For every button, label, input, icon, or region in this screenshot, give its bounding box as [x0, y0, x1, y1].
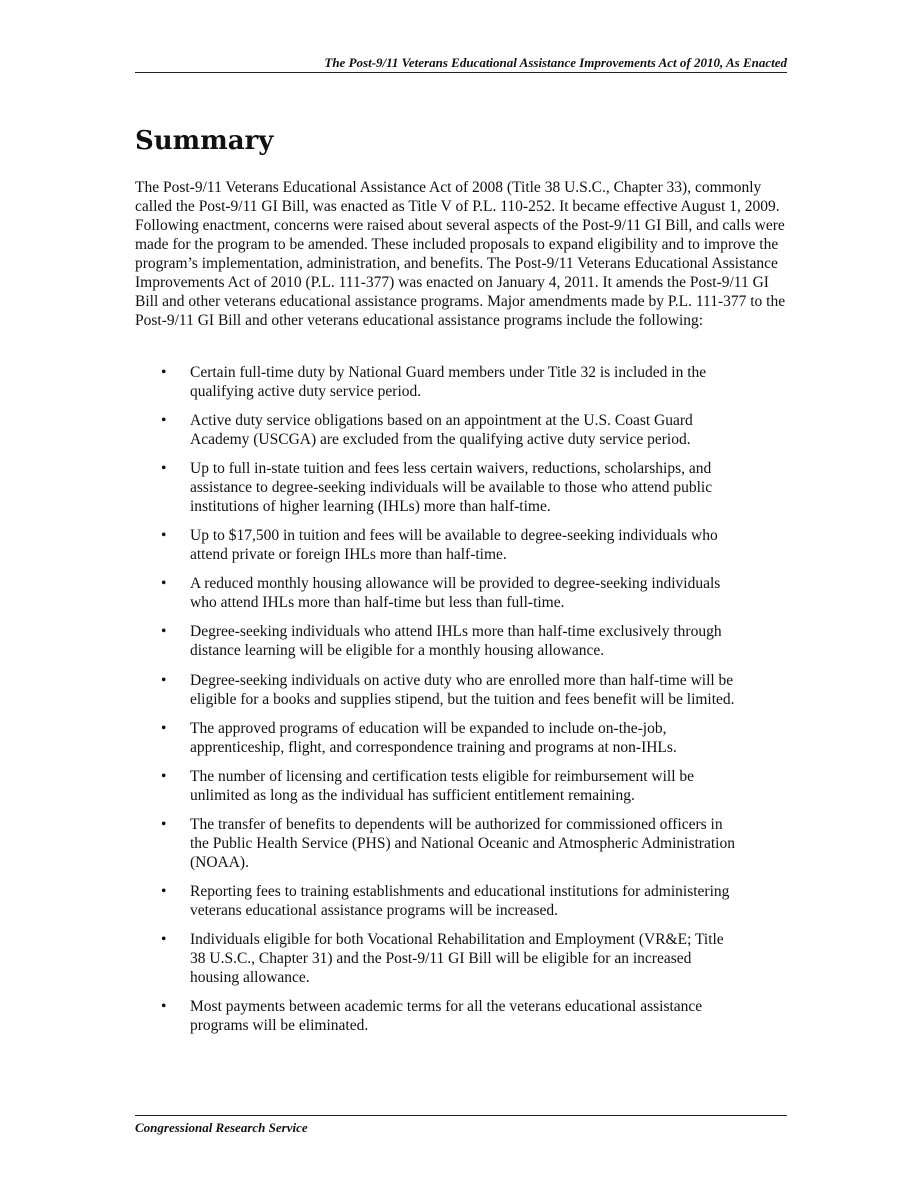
footer-divider: [135, 1115, 787, 1116]
section-title: Summary: [135, 126, 274, 156]
list-item: • The approved programs of education will be expanded to include on-the-job, apprenticeship, flight, and correspondence training and programs at non-IHLs.: [135, 719, 735, 757]
running-header: The Post-9/11 Veterans Educational Assistance Improvements Act of 2010, As Enacted: [324, 55, 787, 70]
list-item: • The transfer of benefits to dependents will be authorized for commissioned officers in the Public Health Service (PHS) and National Oceanic and Atmospheric Administration (NOAA).: [135, 815, 735, 872]
list-item: • Up to $17,500 in tuition and fees will be available to degree-seeking individuals who attend private or foreign IHLs more than half-time.: [135, 526, 735, 564]
list-item: • Active duty service obligations based on an appointment at the U.S. Coast Guard Academy (USCGA) are excluded from the qualifying active duty service period.: [135, 411, 735, 449]
list-item: • Certain full-time duty by National Guard members under Title 32 is included in the qualifying active duty service period.: [135, 363, 735, 401]
header-divider: [135, 72, 787, 73]
amendments-list: [135, 363, 735, 1045]
list-item: • Most payments between academic terms for all the veterans educational assistance programs will be eliminated.: [135, 997, 735, 1035]
list-item: • Degree-seeking individuals who attend IHLs more than half-time exclusively through distance learning will be eligible for a monthly housing allowance.: [135, 622, 735, 660]
intro-paragraph: The Post-9/11 Veterans Educational Assistance Act of 2008 (Title 38 U.S.C., Chapter 33), commonly called the Post-9/11 GI Bill, was enacted as Title V of P.L. 110-252. It became effective August 1, 2009. Following enactment, concerns were raised about several aspects of the Post-9/11 GI Bill, and calls were made for the program to be amended. These included proposals to expand eligibility and to improve the program’s implementation, administration, and benefits. The Post-9/11 Veterans Educational Assistance Improvements Act of 2010 (P.L. 111-377) was enacted on January 4, 2011. It amends the Post-9/11 GI Bill and other veterans educational assistance programs. Major amendments made by P.L. 111-377 to the Post-9/11 GI Bill and other veterans educational assistance programs include the following:: [135, 179, 786, 329]
list-item: • Degree-seeking individuals on active duty who are enrolled more than half-time will be eligible for a books and supplies stipend, but the tuition and fees benefit will be limited.: [135, 671, 735, 709]
list-item: • The number of licensing and certification tests eligible for reimbursement will be unlimited as long as the individual has sufficient entitlement remaining.: [135, 767, 735, 805]
list-item: • Individuals eligible for both Vocational Rehabilitation and Employment (VR&E; Title 38 U.S.C., Chapter 31) and the Post-9/11 GI Bill will be eligible for an increased housing allowance.: [135, 930, 735, 987]
list-item: • A reduced monthly housing allowance will be provided to degree-seeking individuals who attend IHLs more than half-time but less than full-time.: [135, 574, 735, 612]
running-footer: Congressional Research Service: [135, 1120, 308, 1135]
list-item: • Up to full in-state tuition and fees less certain waivers, reductions, scholarships, and assistance to degree-seeking individuals will be available to those who attend public institutions of higher learning (IHLs) more than half-time.: [135, 459, 735, 516]
list-item: • Reporting fees to training establishments and educational institutions for administering veterans educational assistance programs will be increased.: [135, 882, 735, 920]
